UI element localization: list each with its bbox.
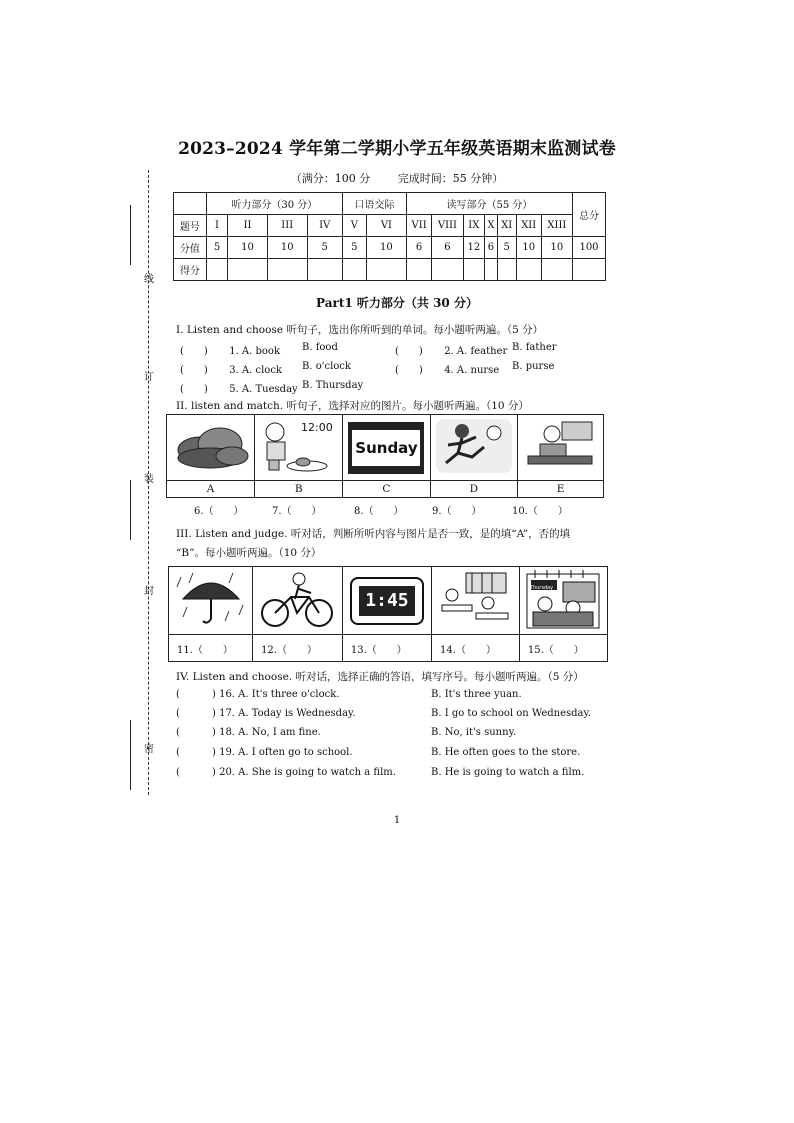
q17-option-b: B. I go to school on Wednesday. bbox=[431, 708, 592, 719]
answer-blank[interactable]: 10.（ ） bbox=[512, 506, 568, 517]
picture-rain bbox=[169, 567, 253, 635]
answer-blank[interactable]: ( ) bbox=[180, 365, 208, 376]
section4-heading: IV. Listen and choose. 听对话，选择正确的答语，填写序号。每小题听两遍。（5 分） bbox=[176, 671, 584, 683]
binding-char-feng: 封 bbox=[144, 586, 154, 597]
answer-blank[interactable]: 11.（ ） bbox=[169, 635, 253, 662]
q16-option-a: ) 16. A. It's three o'clock. bbox=[212, 689, 340, 700]
picture-label: C bbox=[343, 481, 430, 498]
boy-kicking-ball-icon bbox=[434, 417, 514, 475]
score-cell[interactable] bbox=[516, 259, 541, 281]
answer-blank[interactable]: 12.（ ） bbox=[253, 635, 343, 662]
boy-cycling-icon bbox=[257, 569, 337, 629]
row-label-number: 题号 bbox=[174, 215, 207, 237]
q5: ( ) 5. A. Tuesday bbox=[180, 380, 298, 395]
digital-clock-icon: 1:45 bbox=[350, 577, 424, 625]
answer-blank[interactable]: 8.（ ） bbox=[354, 506, 404, 517]
boy-reading-icon bbox=[522, 418, 600, 474]
picture-label: D bbox=[430, 481, 518, 498]
binding-char-ding: 订 bbox=[144, 372, 154, 383]
binding-char-mi: 密 bbox=[144, 744, 154, 755]
classroom-icon bbox=[436, 569, 514, 629]
binding-char-zhuang: 装 bbox=[144, 474, 154, 485]
score-cell[interactable] bbox=[267, 259, 307, 281]
q20-option-a: ) 20. A. She is going to watch a film. bbox=[212, 767, 396, 778]
q19-option-a: ) 19. A. I often go to school. bbox=[212, 747, 353, 758]
q17-blank[interactable]: ( bbox=[176, 708, 180, 719]
calendar-text: Thursday bbox=[529, 585, 554, 591]
group-speaking: 口语交际 bbox=[342, 193, 406, 215]
score-cell[interactable] bbox=[228, 259, 268, 281]
answer-blank[interactable]: 7.（ ） bbox=[272, 506, 322, 517]
answer-blank[interactable]: 15.（ ） bbox=[519, 635, 607, 662]
group-total: 总分 bbox=[573, 193, 606, 237]
q20-blank[interactable]: ( bbox=[176, 767, 180, 778]
group-read-write: 读写部分（55 分） bbox=[406, 193, 572, 215]
score-cell[interactable] bbox=[541, 259, 572, 281]
picture-label: A bbox=[167, 481, 255, 498]
q1-option-b: B. food bbox=[302, 342, 338, 353]
score-cell[interactable] bbox=[432, 259, 463, 281]
section2-picture-table bbox=[166, 414, 604, 498]
score-cell[interactable] bbox=[366, 259, 406, 281]
q19-blank[interactable]: ( bbox=[176, 747, 180, 758]
score-cell[interactable] bbox=[573, 259, 606, 281]
binding-solid-line bbox=[130, 205, 131, 265]
q17-option-a: ) 17. A. Today is Wednesday. bbox=[212, 708, 356, 719]
q2: ( ) 2. A. feather bbox=[395, 342, 507, 357]
time-limit: 完成时间：55 分钟） bbox=[397, 172, 504, 185]
score-cell[interactable] bbox=[206, 259, 227, 281]
q3: ( ) 3. A. clock bbox=[180, 361, 282, 376]
picture-c bbox=[343, 415, 430, 481]
score-cell[interactable] bbox=[406, 259, 431, 281]
score-cell[interactable] bbox=[497, 259, 516, 281]
score-cell[interactable] bbox=[485, 259, 498, 281]
q1: ( ) 1. A. book bbox=[180, 342, 280, 357]
score-table: 听力部分（30 分） 口语交际 读写部分（55 分） 总分 题号 I II III IV V VI VII VIII IX X XI XII XIII 分值 5 10 10 5 5 10 6 6 12 6 5 10 10 100 得分 bbox=[173, 192, 606, 281]
calendar-icon bbox=[523, 568, 603, 630]
picture-clock bbox=[342, 567, 431, 635]
section3-heading: III. Listen and judge. 听对话，判断所听内容与图片是否一致，是的填“A”，否的填 bbox=[176, 528, 571, 540]
section3-picture-table bbox=[168, 566, 608, 662]
q19-option-b: B. He often goes to the store. bbox=[431, 747, 581, 758]
picture-e bbox=[518, 415, 604, 481]
answer-blank[interactable]: ( ) bbox=[395, 365, 423, 376]
picture-d bbox=[430, 415, 518, 481]
section3-heading-cont: “B”。每小题听两遍。（10 分） bbox=[176, 547, 322, 559]
score-cell[interactable] bbox=[342, 259, 366, 281]
section2-heading: II. listen and match. 听句子，选择对应的图片。每小题听两遍。（10 分） bbox=[176, 400, 529, 412]
umbrella-rain-icon bbox=[173, 569, 249, 629]
exam-title: 2023–2024 学年第二学期小学五年级英语期末监测试卷 bbox=[178, 139, 616, 159]
picture-label: E bbox=[518, 481, 604, 498]
q18-blank[interactable]: ( bbox=[176, 727, 180, 738]
row-label-value: 分值 bbox=[174, 237, 207, 259]
q4: ( ) 4. A. nurse bbox=[395, 361, 499, 376]
picture-bike bbox=[253, 567, 343, 635]
section1-heading: I. Listen and choose 听句子，选出你所听到的单词。每小题听两遍。（5 分） bbox=[176, 324, 544, 336]
q4-option-b: B. purse bbox=[512, 361, 555, 372]
picture-a bbox=[167, 415, 255, 481]
q20-option-b: B. He is going to watch a film. bbox=[431, 767, 585, 778]
binding-char-xian: 线 bbox=[144, 274, 154, 285]
row-label-score: 得分 bbox=[174, 259, 207, 281]
picture-label: B bbox=[255, 481, 343, 498]
answer-blank[interactable]: ( ) bbox=[180, 346, 208, 357]
answer-blank[interactable]: 9.（ ） bbox=[432, 506, 482, 517]
picture-b bbox=[255, 415, 343, 481]
sunday-sign: Sunday bbox=[348, 422, 424, 474]
binding-solid-line bbox=[130, 480, 131, 540]
group-listening: 听力部分（30 分） bbox=[206, 193, 342, 215]
q16-option-b: B. It's three yuan. bbox=[431, 689, 522, 700]
score-cell[interactable] bbox=[307, 259, 342, 281]
q16-blank[interactable]: ( bbox=[176, 689, 180, 700]
cloud-icon bbox=[170, 420, 252, 472]
full-score: （满分：100 分 bbox=[290, 172, 371, 185]
answer-blank[interactable]: 13.（ ） bbox=[342, 635, 431, 662]
q18-option-b: B. No, it's sunny. bbox=[431, 727, 517, 738]
q2-option-b: B. father bbox=[512, 342, 557, 353]
picture-calendar bbox=[519, 567, 607, 635]
exam-meta bbox=[0, 170, 794, 186]
answer-blank[interactable]: 6.（ ） bbox=[194, 506, 244, 517]
binding-solid-line bbox=[130, 720, 131, 790]
page-number: 1 bbox=[393, 815, 401, 826]
part1-title: Part1 听力部分（共 30 分） bbox=[316, 296, 478, 310]
clock-text: 12:00 bbox=[301, 421, 333, 434]
picture-classroom bbox=[432, 567, 520, 635]
answer-blank[interactable]: 14.（ ） bbox=[432, 635, 520, 662]
answer-blank[interactable]: ( ) bbox=[180, 384, 208, 395]
answer-blank[interactable]: ( ) bbox=[395, 346, 423, 357]
q18-option-a: ) 18. A. No, I am fine. bbox=[212, 727, 321, 738]
score-cell[interactable] bbox=[463, 259, 484, 281]
q5-option-b: B. Thursday bbox=[302, 380, 364, 391]
q3-option-b: B. o'clock bbox=[302, 361, 351, 372]
